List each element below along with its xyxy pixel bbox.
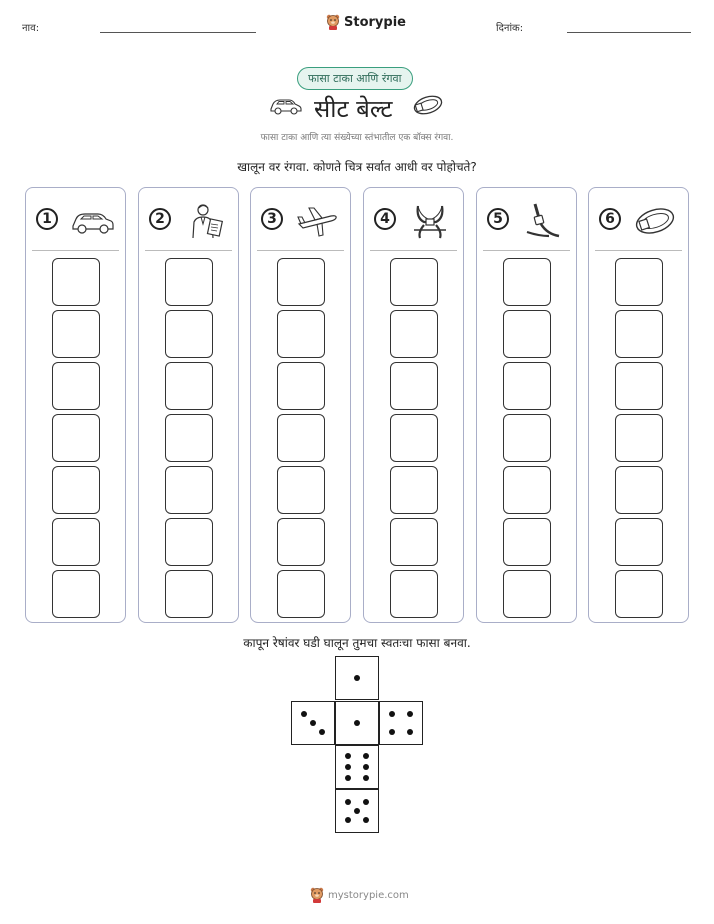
die-face-6 (335, 745, 379, 789)
color-box[interactable] (615, 466, 663, 514)
color-box[interactable] (390, 362, 438, 410)
color-box[interactable] (615, 362, 663, 410)
color-box[interactable] (165, 258, 213, 306)
color-box[interactable] (165, 310, 213, 358)
column-3 (250, 187, 351, 623)
bear-logo-icon (310, 887, 324, 903)
color-box[interactable] (165, 466, 213, 514)
color-box[interactable] (615, 518, 663, 566)
column-number: 2 (149, 208, 171, 230)
color-box[interactable] (503, 466, 551, 514)
dice-instruction: कापून रेषांवर घडी घालून तुमचा स्वतःचा फासा बनवा. (243, 636, 471, 650)
worksheet-subtitle: फासा टाका आणि त्या संख्येच्या स्तंभातील एक बॉक्स रंगवा. (260, 133, 454, 143)
color-box[interactable] (165, 518, 213, 566)
column-number: 4 (374, 208, 396, 230)
color-box[interactable] (277, 362, 325, 410)
brand-name: Storypie (344, 14, 406, 30)
column-5 (476, 187, 577, 623)
column-divider (483, 250, 570, 251)
color-box[interactable] (503, 518, 551, 566)
color-box[interactable] (390, 258, 438, 306)
color-box[interactable] (277, 466, 325, 514)
die-face-1-center (335, 701, 379, 745)
color-box[interactable] (503, 414, 551, 462)
column-number: 5 (487, 208, 509, 230)
activity-tag: फासा टाका आणि रंगवा (297, 67, 413, 90)
color-box[interactable] (503, 258, 551, 306)
column-2 (138, 187, 239, 623)
name-line[interactable] (100, 32, 256, 33)
car-icon (268, 96, 302, 116)
footer (310, 887, 409, 903)
color-box[interactable] (277, 570, 325, 618)
column-4 (363, 187, 464, 623)
die-face-1 (335, 656, 379, 700)
seatbelt-buckle-icon (521, 202, 565, 240)
column-divider (32, 250, 119, 251)
color-box[interactable] (615, 258, 663, 306)
column-divider (370, 250, 457, 251)
column-divider (257, 250, 344, 251)
color-box[interactable] (277, 310, 325, 358)
color-box[interactable] (165, 362, 213, 410)
column-6 (588, 187, 689, 623)
footer-url[interactable]: mystorypie.com (328, 889, 409, 901)
color-box[interactable] (503, 570, 551, 618)
column-number: 6 (599, 208, 621, 230)
belt-icon (412, 92, 444, 118)
column-number: 1 (36, 208, 58, 230)
color-box[interactable] (390, 414, 438, 462)
die-face-5 (335, 789, 379, 833)
color-box[interactable] (52, 570, 100, 618)
color-box[interactable] (615, 414, 663, 462)
harness-icon (408, 202, 452, 240)
color-box[interactable] (52, 258, 100, 306)
bear-logo-icon (326, 14, 340, 30)
color-box[interactable] (503, 362, 551, 410)
column-divider (595, 250, 682, 251)
airplane-icon (295, 202, 339, 240)
color-box[interactable] (277, 414, 325, 462)
color-box[interactable] (615, 570, 663, 618)
car-icon (70, 202, 114, 240)
column-1 (25, 187, 126, 623)
date-label: दिनांक: (496, 23, 524, 34)
color-box[interactable] (165, 414, 213, 462)
worksheet-title: सीट बेल्ट (314, 95, 393, 123)
color-box[interactable] (52, 414, 100, 462)
instruction-text: खालून वर रंगवा. कोणते चित्र सर्वात आधी वर पोहोचते? (237, 160, 477, 174)
color-box[interactable] (390, 570, 438, 618)
name-label: नाव: (22, 23, 40, 34)
color-box[interactable] (390, 466, 438, 514)
column-divider (145, 250, 232, 251)
color-box[interactable] (52, 310, 100, 358)
color-box[interactable] (52, 362, 100, 410)
color-box[interactable] (615, 310, 663, 358)
color-box[interactable] (52, 466, 100, 514)
color-box[interactable] (390, 518, 438, 566)
belt-icon (633, 202, 677, 240)
die-face-4 (379, 701, 423, 745)
color-box[interactable] (277, 258, 325, 306)
color-box[interactable] (52, 518, 100, 566)
color-box[interactable] (503, 310, 551, 358)
color-box[interactable] (390, 310, 438, 358)
date-line[interactable] (567, 32, 691, 33)
color-box[interactable] (277, 518, 325, 566)
man-reading-icon (183, 202, 227, 240)
column-number: 3 (261, 208, 283, 230)
brand-logo (326, 14, 406, 30)
color-box[interactable] (165, 570, 213, 618)
die-face-3 (291, 701, 335, 745)
